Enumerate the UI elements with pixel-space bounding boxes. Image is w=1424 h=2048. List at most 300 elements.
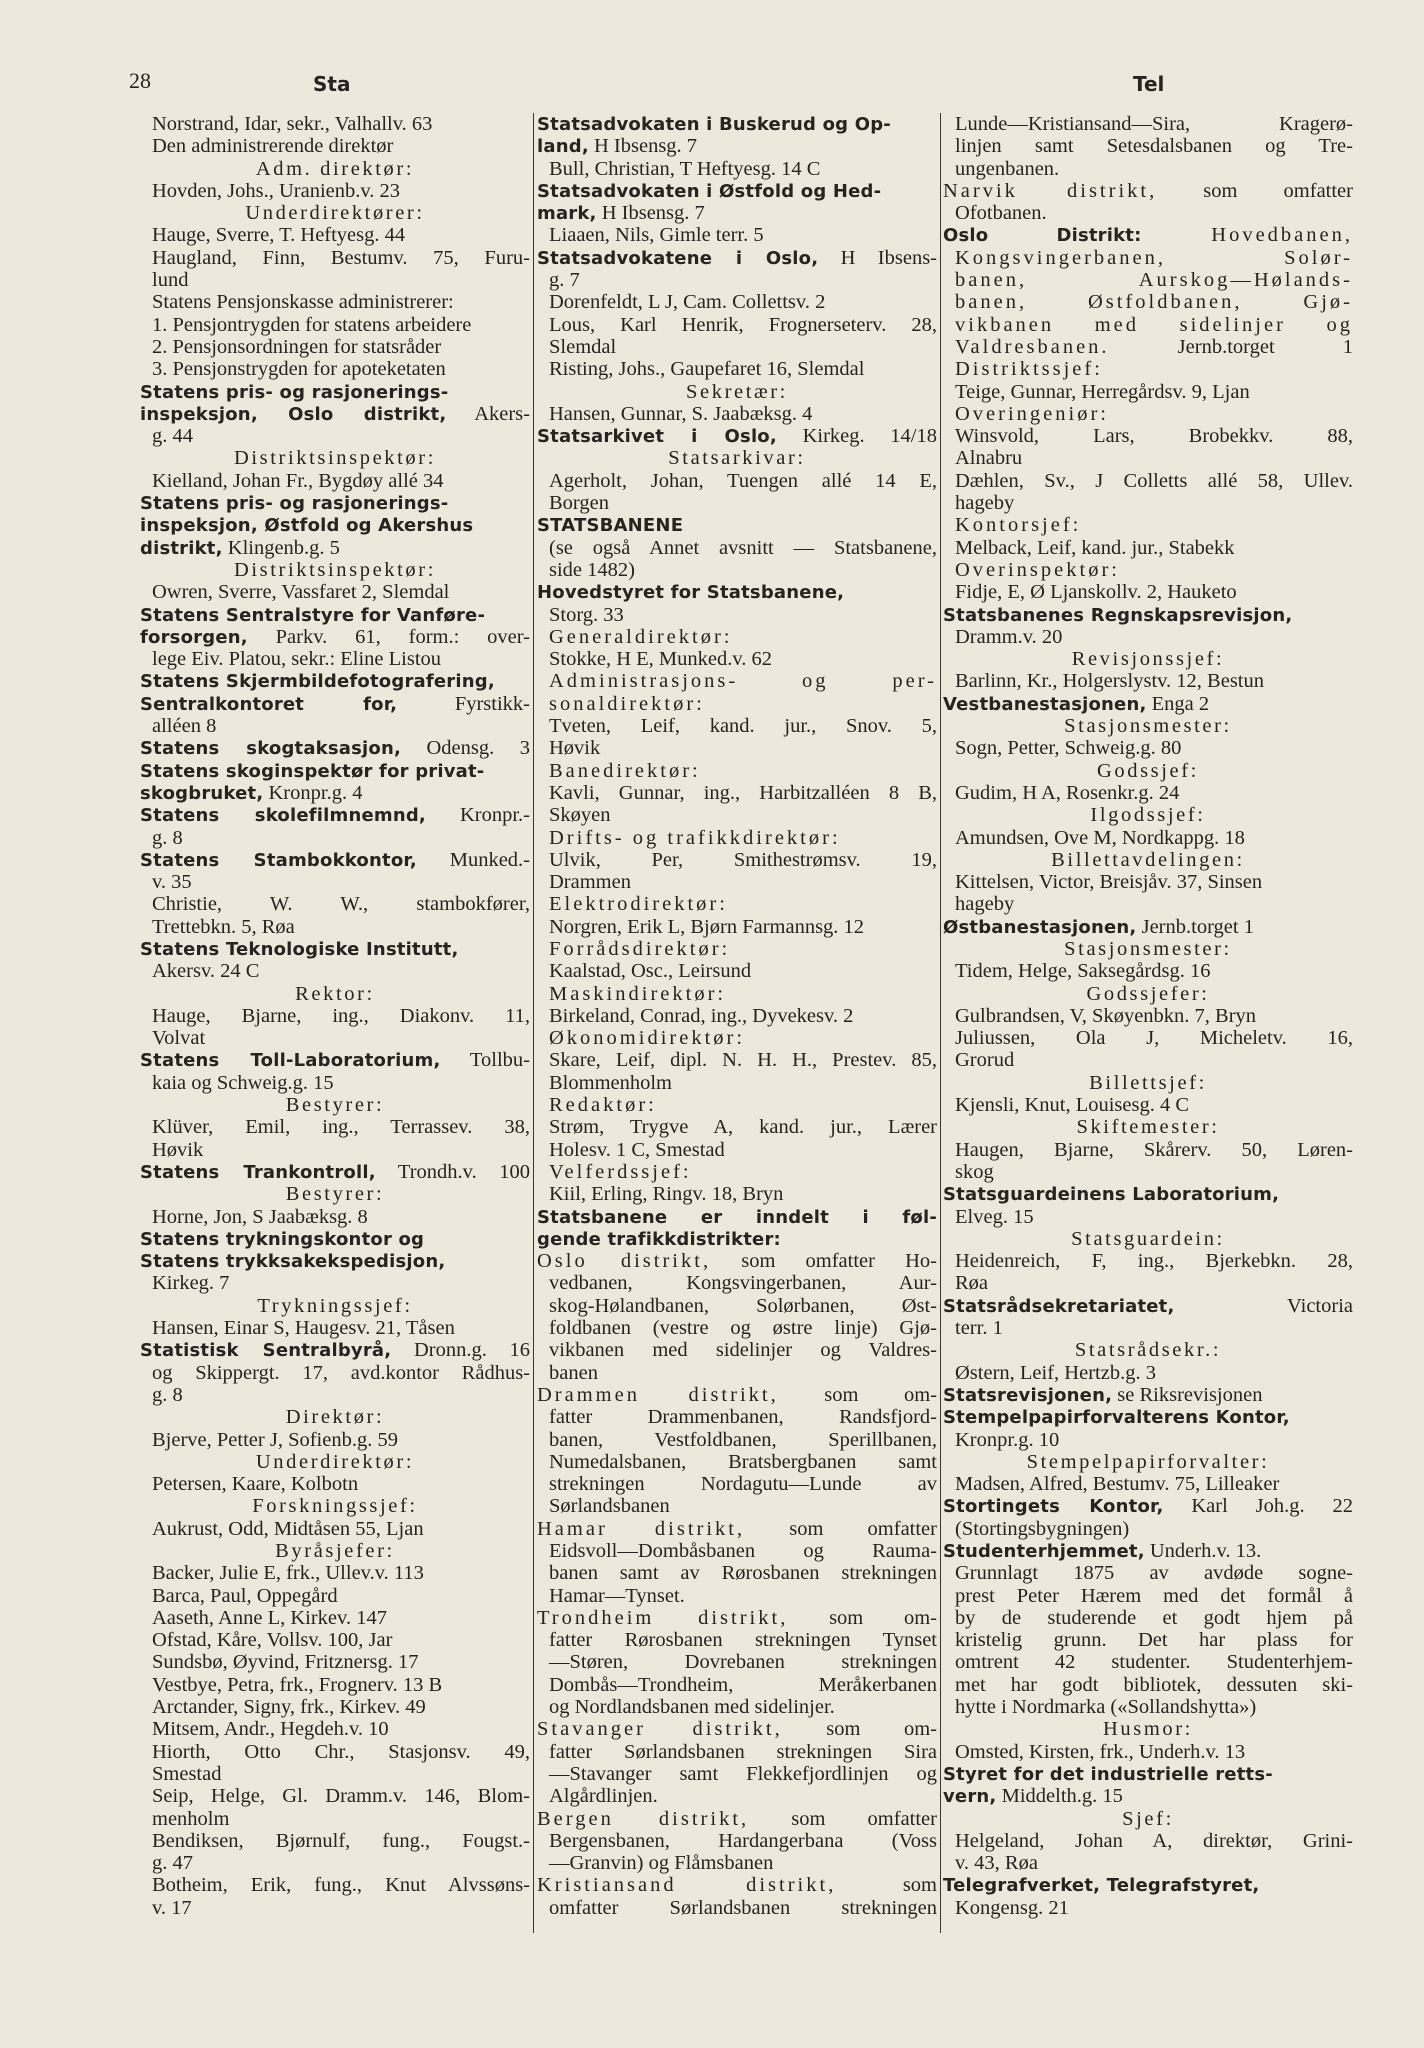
directory-line [537,158,937,180]
directory-line [140,827,530,849]
directory-line [943,1607,1353,1629]
entry-text: Omsted, Kirsten, frk., Underh.v. 13 [955,1740,1246,1763]
directory-line [140,336,530,358]
directory-line [140,202,530,224]
entry-text: H Ibsens- [818,246,937,269]
directory-line [140,1897,530,1919]
directory-line [943,604,1353,626]
entry-text: Blommenholm [549,1071,672,1094]
entry-text: Kronpr.g. 4 [263,781,363,804]
entry-text: Drifts- og trafikkdirektør: [549,826,841,849]
entry-text: skog-Hølandbanen, Solørbanen, Øst- [549,1294,937,1317]
entry-text: Husmor: [1103,1718,1193,1741]
entry-text: Gudim, H A, Rosenkr.g. 24 [955,781,1180,804]
directory-line [140,291,530,313]
entry-text: Tollbu- [440,1049,530,1072]
entry-text: Klüver, Emil, ing., Terrassev. 38, [152,1116,530,1139]
directory-line [140,1629,530,1651]
directory-line [943,158,1353,180]
entry-text: Karl Joh.g. 22 [1163,1495,1353,1518]
entry-heading: mark, [537,203,597,225]
entry-text: kaia og Schweig.g. 15 [152,1071,334,1094]
directory-line [943,1406,1353,1428]
directory-line [537,224,937,246]
directory-line [537,1540,937,1562]
entry-text: Christie, W. W., stambokfører, [152,893,530,916]
directory-line [537,113,937,135]
entry-text: Vestbye, Petra, frk., Frognerv. 13 B [152,1673,443,1696]
entry-text: Lunde—Kristiansand—Sira, Kragerø- [955,113,1353,135]
right-running-head: Tel [1133,72,1165,96]
entry-text: Drammen [549,871,631,894]
entry-text: Alnabru [955,447,1023,470]
directory-line [140,1384,530,1406]
directory-line [140,1741,530,1763]
directory-line [537,1049,937,1071]
directory-line [943,291,1353,313]
directory-line [537,135,937,157]
entry-text: Kontorsjef: [955,514,1082,537]
entry-text: Odensg. 3 [401,737,530,760]
directory-line [943,916,1353,938]
entry-text: Slemdal [549,335,617,358]
entry-text: Ulvik, Per, Smithestrømsv. 19, [549,848,937,871]
entry-text: Liaaen, Nils, Gimle terr. 5 [549,224,764,247]
entry-text: 3. Pensjonstrygden for apoteketaten [152,358,446,381]
entry-text: Grunnlagt 1875 av avdøde sogne- [955,1562,1353,1585]
entry-text: Banedirektør: [549,759,701,782]
directory-line [140,1228,530,1250]
entry-heading: Vestbanestasjonen, [943,693,1147,715]
directory-line [537,916,937,938]
directory-line [140,1049,530,1071]
entry-text: linjen samt Setesdalsbanen og Tre- [955,135,1353,158]
entry-text: fatter Drammenbanen, Randsfjord- [549,1406,937,1429]
directory-line [943,1897,1353,1919]
directory-line [140,1072,530,1094]
entry-text: Victoria [1174,1294,1353,1317]
directory-line [140,760,530,782]
directory-line [943,1518,1353,1540]
entry-text: Bergensbanen, Hardangerbana (Voss [549,1829,937,1852]
directory-line [943,1161,1353,1183]
entry-text: som omfatter Ho- [711,1250,937,1273]
directory-line [537,202,937,224]
entry-text: Rektor: [295,982,375,1005]
entry-text: Underdirektører: [245,202,425,225]
entry-text: Volvat [152,1027,206,1050]
entry-text: Risting, Johs., Gaupefaret 16, Slemdal [549,358,865,381]
entry-heading: Statens Stambokkontor, [140,849,417,871]
entry-text: Akersv. 24 C [152,960,260,983]
directory-line [537,1785,937,1807]
directory-line [140,1406,530,1428]
directory-line [943,492,1353,514]
entry-text: som omfatter [745,1517,937,1540]
entry-text: Sogn, Petter, Schweig.g. 80 [955,737,1182,760]
directory-line [537,670,937,692]
entry-text: Tidem, Helge, Saksegårdsg. 16 [955,960,1211,983]
entry-heading: Stempelpapirforvalterens Kontor, [943,1407,1290,1429]
entry-text: Høvik [152,1138,204,1161]
entry-text: side 1482) [549,558,635,581]
entry-text: (se også Annet avsnitt — Statsbanene, [549,536,937,559]
entry-text: Teige, Gunnar, Herregårdsv. 9, Ljan [955,380,1250,403]
directory-line [140,1540,530,1562]
directory-line [140,1585,530,1607]
entry-text: g. 8 [152,1383,183,1406]
entry-text: terr. 1 [955,1317,1003,1340]
entry-text: Heidenreich, F, ing., Bjerkebkn. 28, [955,1250,1353,1273]
entry-text: 1. Pensjontrygden for statens arbeidere [152,313,472,336]
entry-heading: Statsadvokaten i Buskerud og Op- [537,114,891,135]
directory-line [140,381,530,403]
entry-text: Munked.- [416,848,530,871]
entry-text: Distriktsinspektør: [233,447,436,470]
entry-text: Stasjonsmester: [1064,937,1232,960]
directory-line [537,381,937,403]
entry-text: Bjerve, Petter J, Sofienb.g. 59 [152,1428,398,1451]
entry-text: Amundsen, Ove M, Nordkappg. 18 [955,826,1245,849]
directory-line [943,113,1353,135]
directory-line [140,514,530,536]
entry-text: som om- [782,1718,937,1741]
directory-line [943,782,1353,804]
directory-line [943,693,1353,715]
entry-text: Winsvold, Lars, Brobekkv. 88, [955,425,1353,448]
entry-text: Kittelsen, Victor, Breisjåv. 37, Sinsen [955,871,1263,894]
directory-line [537,1763,937,1785]
entry-text: hageby [955,893,1015,916]
entry-heading: forsorgen, [140,626,248,648]
entry-text: Kaalstad, Osc., Leirsund [549,960,752,983]
entry-text: Hansen, Gunnar, S. Jaabæksg. 4 [549,402,813,425]
entry-text: Statens Pensjonskasse administrerer: [152,291,454,314]
entry-text: Grorud [955,1049,1015,1072]
directory-line [140,1272,530,1294]
directory-line [943,247,1353,269]
directory-line [537,827,937,849]
directory-line [140,1785,530,1807]
directory-line [537,492,937,514]
directory-line [943,983,1353,1005]
directory-line [140,849,530,871]
directory-line [943,447,1353,469]
entry-heading: Statsarkivet i Oslo, [537,426,777,448]
directory-line [943,1585,1353,1607]
directory-line [943,1852,1353,1874]
directory-line [537,938,937,960]
entry-text: som om- [788,1606,937,1629]
entry-heading: Statens skoginspektør for privat- [140,760,485,782]
directory-line [943,336,1353,358]
entry-heading: Studenterhjemmet, [943,1541,1145,1562]
entry-text: Kielland, Johan Fr., Bygdøy allé 34 [152,469,444,492]
entry-text: Kongensg. 21 [955,1896,1069,1919]
directory-line [140,1161,530,1183]
directory-line [140,135,530,157]
directory-line [537,1317,937,1339]
entry-text: —Stavanger samt Flekkefjordlinjen og [549,1762,937,1785]
entry-text: v. 17 [152,1896,192,1919]
directory-line [943,135,1353,157]
directory-line [140,737,530,759]
entry-text: Generaldirektør: [549,625,733,648]
entry-text: Juliussen, Ola J, Micheletv. 16, [955,1027,1353,1050]
directory-line [537,514,937,536]
directory-line [140,938,530,960]
entry-text: Underh.v. 13. [1144,1540,1262,1562]
directory-line [943,1116,1353,1138]
entry-text: Byråsjefer: [275,1540,395,1562]
entry-text: Aukrust, Odd, Midtåsen 55, Ljan [152,1517,424,1540]
directory-line [537,1651,937,1673]
entry-text: Dorenfeldt, L J, Cam. Collettsv. 2 [549,291,826,314]
directory-line [537,1183,937,1205]
directory-line [537,269,937,291]
entry-text: Middelth.g. 15 [996,1785,1123,1808]
district-name: Bergen distrikt, [537,1807,750,1830]
directory-line [943,559,1353,581]
column-1 [140,113,530,1933]
entry-text: som [836,1874,937,1897]
entry-heading: Statistisk Sentralbyrå, [140,1340,392,1362]
entry-heading: STATSBANENE [537,515,684,537]
directory-line [537,1094,937,1116]
entry-text: Borgen [549,492,609,515]
directory-line [537,1495,937,1517]
entry-heading: Oslo Distrikt: [943,225,1142,247]
entry-heading: gende trafikkdistrikter: [537,1228,781,1250]
entry-text: banen [549,1361,598,1384]
entry-text: Skøyen [549,804,611,827]
entry-text: og Skippergt. 17, avd.kontor Rådhus- [152,1361,530,1384]
directory-line [943,1741,1353,1763]
entry-text: Dæhlen, Sv., J Colletts allé 58, Ullev. [955,469,1353,492]
directory-line [140,1518,530,1540]
directory-line [537,1718,937,1740]
directory-line [140,1250,530,1272]
entry-text: Godssjefer: [1086,982,1210,1005]
entry-heading: land, [537,136,589,158]
directory-line [943,1317,1353,1339]
directory-line [943,202,1353,224]
entry-text: vedbanen, Kongsvingerbanen, Aur- [549,1272,937,1295]
district-name: Kristiansand distrikt, [537,1874,837,1897]
entry-text: Horne, Jon, S Jaabæksg. 8 [152,1205,368,1228]
directory-line [140,1495,530,1517]
entry-text: Underdirektør: [255,1450,415,1473]
column-rule-1 [533,113,534,1933]
directory-line [140,1852,530,1874]
directory-line [943,1005,1353,1027]
entry-text: Bestyrer: [285,1183,385,1206]
directory-line [943,1295,1353,1317]
directory-line [537,1027,937,1049]
directory-line [943,737,1353,759]
directory-line [537,1629,937,1651]
entry-text: og Nordlandsbanen med sidelinjer. [549,1696,835,1719]
entry-text: Madsen, Alfred, Bestumv. 75, Lilleaker [955,1473,1280,1496]
entry-text: Botheim, Erik, fung., Knut Alvssøns- [152,1874,530,1897]
directory-line [537,1116,937,1138]
directory-line [943,1629,1353,1651]
directory-line [140,804,530,826]
entry-text: Trettebkn. 5, Røa [152,915,295,938]
directory-line [943,403,1353,425]
directory-line [140,1317,530,1339]
directory-line [537,1852,937,1874]
directory-line [537,336,937,358]
directory-line [537,960,937,982]
directory-line [537,893,937,915]
directory-line [140,537,530,559]
directory-line [537,1607,937,1629]
directory-line [537,1384,937,1406]
entry-text: vikbanen med sidelinjer og [955,313,1353,336]
directory-line [140,626,530,648]
directory-line [140,782,530,804]
entry-text: Parkv. 61, form.: over- [247,625,530,648]
entry-text: —Støren, Dovrebanen strekningen [549,1651,937,1674]
directory-line [943,1830,1353,1852]
entry-text: g. 44 [152,425,193,448]
directory-line [140,492,530,514]
entry-text: Elektrodirektør: [549,893,728,916]
entry-text: alléen 8 [152,715,217,738]
directory-line [537,1473,937,1495]
entry-text: Forskningssjef: [252,1495,418,1518]
directory-line [943,960,1353,982]
directory-line [140,224,530,246]
directory-line [537,871,937,893]
entry-text: Norstrand, Idar, sekr., Valhallv. 63 [152,113,433,135]
directory-line [943,1272,1353,1294]
entry-text: Hansen, Einar S, Haugesv. 21, Tåsen [152,1317,455,1340]
entry-text: Forrådsdirektør: [549,937,731,960]
directory-line [943,1651,1353,1673]
directory-line [537,1451,937,1473]
entry-text: Administrasjons- og per- [549,670,937,693]
directory-line [943,1027,1353,1049]
directory-line [140,1094,530,1116]
directory-line [537,1228,937,1250]
directory-line [537,626,937,648]
entry-text: Bestyrer: [285,1094,385,1117]
directory-line [140,960,530,982]
directory-line [943,1094,1353,1116]
directory-line [537,1072,937,1094]
directory-line [943,1540,1353,1562]
entry-heading: Statsbanene er inndelt i føl- [537,1206,937,1228]
directory-line [140,158,530,180]
entry-text: vikbanen med sidelinjer og Valdres- [549,1339,937,1362]
entry-text: Ofotbanen. [955,202,1047,225]
directory-line [140,1808,530,1830]
entry-text: som omfatter [1157,179,1353,202]
entry-text: H Ibsensg. 7 [588,135,698,158]
entry-text: g. 8 [152,826,183,849]
district-name: Stavanger distrikt, [537,1718,783,1741]
directory-line [943,470,1353,492]
entry-text: omfatter Sørlandsbanen strekningen [549,1896,937,1919]
directory-line [943,893,1353,915]
entry-text: Eidsvoll—Dombåsbanen og Rauma- [549,1540,937,1562]
entry-text: hageby [955,492,1015,515]
entry-heading: inspeksjon, Østfold og Akershus [140,515,474,537]
entry-text: Hovden, Johs., Uranienb.v. 23 [152,179,401,202]
entry-heading: Statsadvokatene i Oslo, [537,247,819,269]
district-name: Valdresbanen. [955,335,1110,358]
directory-line [537,358,937,380]
directory-line [537,1295,937,1317]
entry-text: Aaseth, Anne L, Kirkev. 147 [152,1606,387,1629]
left-running-head: Sta [313,72,351,96]
entry-text: Kronpr.g. 10 [955,1428,1060,1451]
entry-heading: Statens Teknologiske Institutt, [140,938,459,960]
entry-text: Holesv. 1 C, Smestad [549,1138,725,1161]
entry-text: —Granvin) og Flåmsbanen [549,1852,774,1875]
entry-text: Kavli, Gunnar, ing., Harbitzalléen 8 B, [549,781,937,804]
directory-line [943,1429,1353,1451]
entry-text: (Stortingsbygningen) [955,1517,1130,1540]
directory-line [140,1027,530,1049]
entry-text: Seip, Helge, Gl. Dramm.v. 146, Blom- [152,1785,530,1808]
entry-text: Stokke, H E, Munked.v. 62 [549,648,773,671]
directory-line [140,893,530,915]
directory-line [140,1473,530,1495]
entry-text: Distriktssjef: [955,358,1103,381]
directory-line [943,1362,1353,1384]
entry-text: Skare, Leif, dipl. N. H. H., Prestev. 85, [549,1049,937,1072]
directory-line [140,358,530,380]
directory-line [140,1607,530,1629]
entry-text: Strøm, Trygve A, kand. jur., Lærer [549,1116,937,1139]
entry-heading: Hovedstyret for Statsbanene, [537,582,845,604]
entry-text: lege Eiv. Platou, sekr.: Eline Listou [152,648,442,671]
entry-text: 2. Pensjonsordningen for statsråder [152,335,442,358]
directory-line [140,581,530,603]
entry-text: met har godt bibliotek, dessuten ski- [955,1673,1353,1696]
directory-line [537,581,937,603]
directory-line [140,1562,530,1584]
directory-line [943,1139,1353,1161]
entry-text: banen, Østfoldbanen, Gjø- [955,291,1353,314]
entry-text: Overinspektør: [955,558,1120,581]
entry-text: Trondh.v. 100 [375,1160,530,1183]
entry-text: Hiorth, Otto Chr., Stasjonsv. 49, [152,1740,530,1763]
entry-text: Kjensli, Knut, Louisesg. 4 C [955,1094,1190,1117]
entry-text: Smestad [152,1762,222,1785]
entry-text: banen, Vestfoldbanen, Sperillbanen, [549,1428,937,1451]
directory-line [537,1897,937,1919]
directory-line [140,1295,530,1317]
entry-text: Den administrerende direktør [152,135,394,158]
entry-text: foldbanen (vestre og østre linje) Gjø- [549,1317,937,1340]
entry-text: Statsarkivar: [668,447,806,470]
directory-line [943,1250,1353,1272]
directory-line [140,670,530,692]
directory-line [537,983,937,1005]
directory-line [943,1718,1353,1740]
entry-text: by de studerende et godt hjem på [955,1606,1353,1629]
entry-text: Barca, Paul, Oppegård [152,1584,338,1607]
directory-line [537,1674,937,1696]
entry-heading: Statens Sentralstyre for Vanføre- [140,604,486,626]
directory-line [943,670,1353,692]
entry-text: Jernb.torget 1 [1109,335,1353,358]
directory-line [140,314,530,336]
